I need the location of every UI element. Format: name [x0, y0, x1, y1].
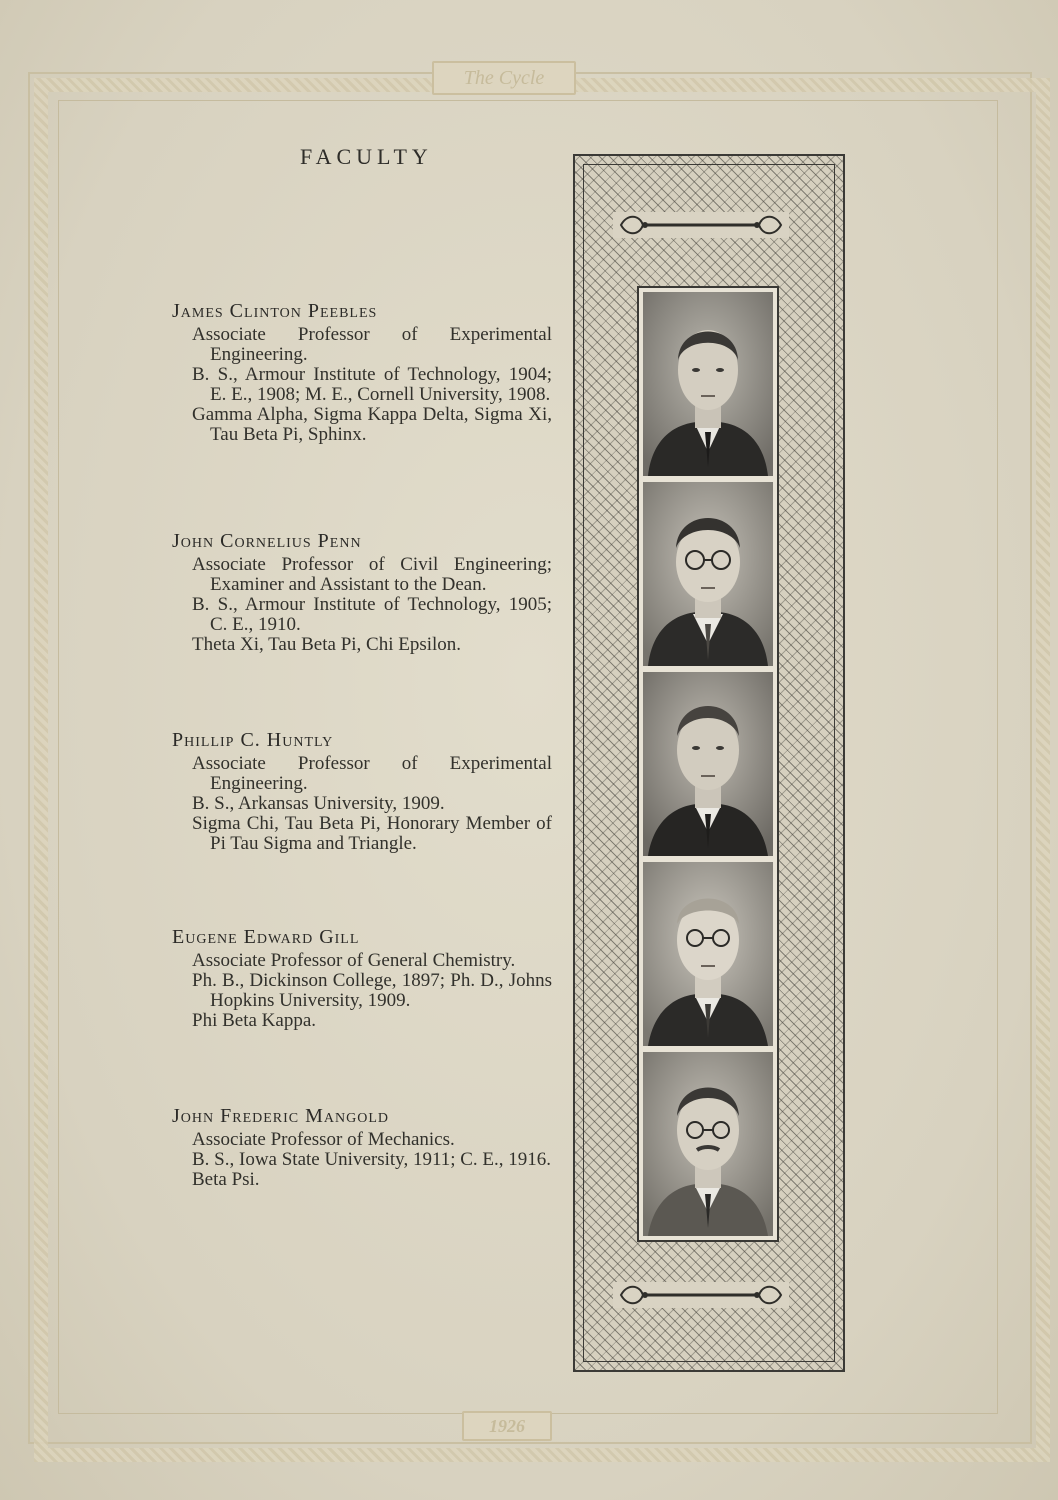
faculty-entry: [172, 300, 552, 445]
faculty-degrees: B. S., Arkansas University, 1909.: [192, 793, 445, 814]
ornament-icon: [613, 1282, 789, 1308]
faculty-societies: Sigma Chi, Tau Beta Pi, Honorary Member of Pi Tau Sigma and Triangle.: [192, 813, 552, 854]
page-title: FACULTY: [300, 144, 433, 169]
faculty-name: John Cornelius Penn: [172, 530, 362, 552]
faculty-position: Associate Professor of Civil Engineering; Examiner and Assistant to the Dean.: [192, 554, 552, 595]
portrait-stack: [637, 286, 779, 1242]
portrait-panel: [573, 154, 845, 1372]
portrait-photo: [643, 672, 773, 856]
faculty-societies: Beta Psi.: [192, 1169, 260, 1190]
faculty-entry: [172, 729, 552, 854]
portrait-photo: [643, 292, 773, 476]
faculty-name: Phillip C. Huntly: [172, 729, 334, 751]
faculty-name: Eugene Edward Gill: [172, 926, 360, 948]
faculty-entry: [172, 530, 552, 655]
portrait-photo: [643, 1052, 773, 1236]
running-title: The Cycle: [432, 61, 576, 95]
faculty-degrees: B. S., Armour Institute of Technology, 1905; C. E., 1910.: [192, 594, 552, 635]
faculty-degrees: B. S., Armour Institute of Technology, 1904; E. E., 1908; M. E., Cornell University, 1908.: [192, 364, 552, 405]
faculty-societies: Theta Xi, Tau Beta Pi, Chi Epsilon.: [192, 634, 462, 655]
faculty-societies: Gamma Alpha, Sigma Kappa Delta, Sigma Xi, Tau Beta Pi, Sphinx.: [192, 404, 552, 445]
faculty-degrees: B. S., Iowa State University, 1911; C. E., 1916.: [192, 1149, 552, 1170]
faculty-position: Associate Professor of Mechanics.: [192, 1129, 455, 1150]
faculty-position: Associate Professor of General Chemistry.: [192, 950, 516, 971]
faculty-degrees: Ph. B., Dickinson College, 1897; Ph. D., Johns Hopkins University, 1909.: [192, 970, 552, 1011]
faculty-name: John Frederic Mangold: [172, 1105, 390, 1127]
portrait-photo: [643, 482, 773, 666]
faculty-name: James Clinton Peebles: [172, 300, 378, 322]
faculty-position: Associate Professor of Experimental Engineering.: [192, 324, 552, 365]
faculty-position: Associate Professor of Experimental Engineering.: [192, 753, 552, 794]
faculty-entry: [172, 1105, 552, 1190]
faculty-entry: [172, 926, 552, 1031]
ornament-icon: [613, 212, 789, 238]
portrait-photo: [643, 862, 773, 1046]
faculty-societies: Phi Beta Kappa.: [192, 1010, 317, 1031]
year-label: 1926: [462, 1411, 552, 1441]
